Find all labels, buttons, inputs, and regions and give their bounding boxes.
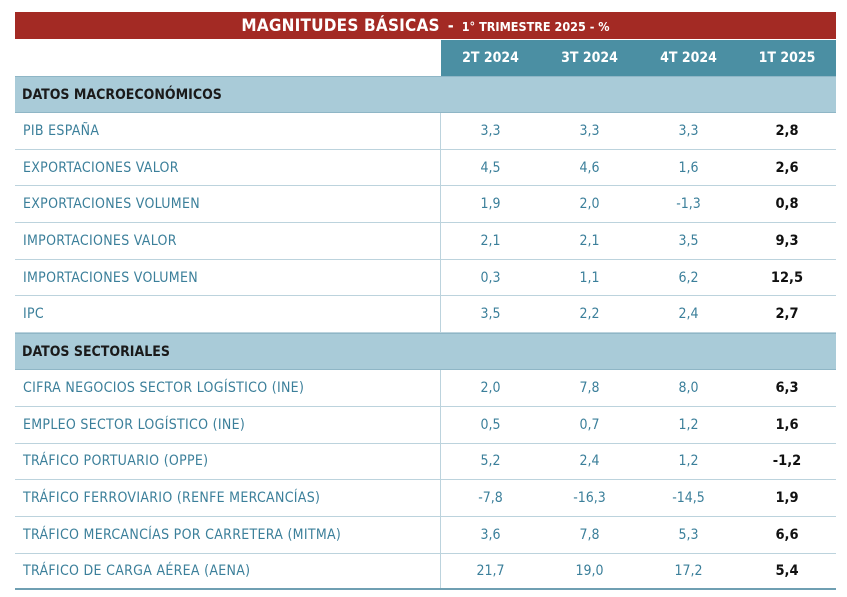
value-cell: 2,0 <box>480 379 501 396</box>
column-headers <box>441 40 836 76</box>
row-label: IMPORTACIONES VOLUMEN <box>15 260 441 296</box>
section-header: DATOS SECTORIALES <box>15 333 836 370</box>
value-cell: 2,4 <box>678 306 699 323</box>
table-subtitle: 1° TRIMESTRE 2025 - % <box>461 19 610 34</box>
value-cell: 5,2 <box>480 453 501 470</box>
column-header: 3T 2024 <box>561 50 618 66</box>
table-row <box>15 150 836 187</box>
value-cell: 1,2 <box>678 453 699 470</box>
column-header: 2T 2024 <box>462 50 519 66</box>
row-label: TRÁFICO PORTUARIO (OPPE) <box>15 444 441 480</box>
column-header: 4T 2024 <box>660 50 717 66</box>
value-cell: -7,8 <box>478 490 503 507</box>
current-value-cell: 6,3 <box>775 379 799 396</box>
value-cell: -14,5 <box>672 490 705 507</box>
value-cell: 3,3 <box>579 122 600 139</box>
value-cell: 2,4 <box>579 453 600 470</box>
row-label: TRÁFICO MERCANCÍAS POR CARRETERA (MITMA) <box>15 517 441 553</box>
table-row <box>15 186 836 223</box>
section-header: DATOS MACROECONÓMICOS <box>15 76 836 113</box>
value-cell: 3,5 <box>678 232 699 249</box>
value-cell: 21,7 <box>476 562 505 579</box>
row-label: IMPORTACIONES VALOR <box>15 223 441 259</box>
value-cell: 2,0 <box>579 196 600 213</box>
column-header-row <box>15 39 836 76</box>
table-row <box>15 113 836 150</box>
table-title-bar <box>15 12 836 39</box>
value-cell: 4,5 <box>480 159 501 176</box>
table-row <box>15 370 836 407</box>
current-value-cell: 1,9 <box>775 490 799 507</box>
current-value-cell: 6,6 <box>775 526 799 543</box>
table-row <box>15 407 836 444</box>
row-label: EXPORTACIONES VALOR <box>15 150 441 186</box>
value-cell: 17,2 <box>674 562 703 579</box>
header-blank-cell <box>15 40 441 76</box>
current-value-cell: 0,8 <box>775 196 799 213</box>
value-cell: 1,1 <box>579 269 600 286</box>
value-cell: 6,2 <box>678 269 699 286</box>
value-cell: 0,7 <box>579 416 600 433</box>
current-value-cell: 2,8 <box>775 122 799 139</box>
current-value-cell: 12,5 <box>770 269 804 286</box>
current-value-cell: 5,4 <box>775 562 799 579</box>
value-cell: -16,3 <box>573 490 606 507</box>
table-row <box>15 296 836 333</box>
value-cell: 2,1 <box>579 232 600 249</box>
column-header: 1T 2025 <box>758 50 816 66</box>
title-separator: - <box>447 16 454 35</box>
table-row <box>15 444 836 481</box>
row-label: TRÁFICO DE CARGA AÉREA (AENA) <box>15 554 441 589</box>
value-cell: 5,3 <box>678 526 699 543</box>
value-cell: 3,5 <box>480 306 501 323</box>
row-label: TRÁFICO FERROVIARIO (RENFE MERCANCÍAS) <box>15 480 441 516</box>
value-cell: 3,6 <box>480 526 501 543</box>
value-cell: 19,0 <box>575 562 604 579</box>
table-row <box>15 517 836 554</box>
row-label: CIFRA NEGOCIOS SECTOR LOGÍSTICO (INE) <box>15 370 441 406</box>
value-cell: 7,8 <box>579 526 600 543</box>
current-value-cell: 9,3 <box>775 232 799 249</box>
table-title: MAGNITUDES BÁSICAS <box>241 15 440 36</box>
value-cell: -1,3 <box>676 196 701 213</box>
row-label: IPC <box>15 296 441 332</box>
table-row <box>15 480 836 517</box>
value-cell: 7,8 <box>579 379 600 396</box>
value-cell: 8,0 <box>678 379 699 396</box>
value-cell: 1,9 <box>480 196 501 213</box>
current-value-cell: -1,2 <box>772 453 802 470</box>
value-cell: 1,6 <box>678 159 699 176</box>
table-row <box>15 260 836 297</box>
current-value-cell: 2,6 <box>775 159 799 176</box>
value-cell: 3,3 <box>678 122 699 139</box>
table-row <box>15 554 836 591</box>
current-value-cell: 2,7 <box>775 306 799 323</box>
value-cell: 0,5 <box>480 416 501 433</box>
row-label: EMPLEO SECTOR LOGÍSTICO (INE) <box>15 407 441 443</box>
value-cell: 2,1 <box>480 232 501 249</box>
value-cell: 3,3 <box>480 122 501 139</box>
row-label: PIB ESPAÑA <box>15 113 441 149</box>
value-cell: 0,3 <box>480 269 501 286</box>
current-value-cell: 1,6 <box>775 416 799 433</box>
value-cell: 2,2 <box>579 306 600 323</box>
value-cell: 4,6 <box>579 159 600 176</box>
row-label: EXPORTACIONES VOLUMEN <box>15 186 441 222</box>
table-body <box>15 76 836 590</box>
magnitudes-table <box>15 12 836 590</box>
table-row <box>15 223 836 260</box>
value-cell: 1,2 <box>678 416 699 433</box>
